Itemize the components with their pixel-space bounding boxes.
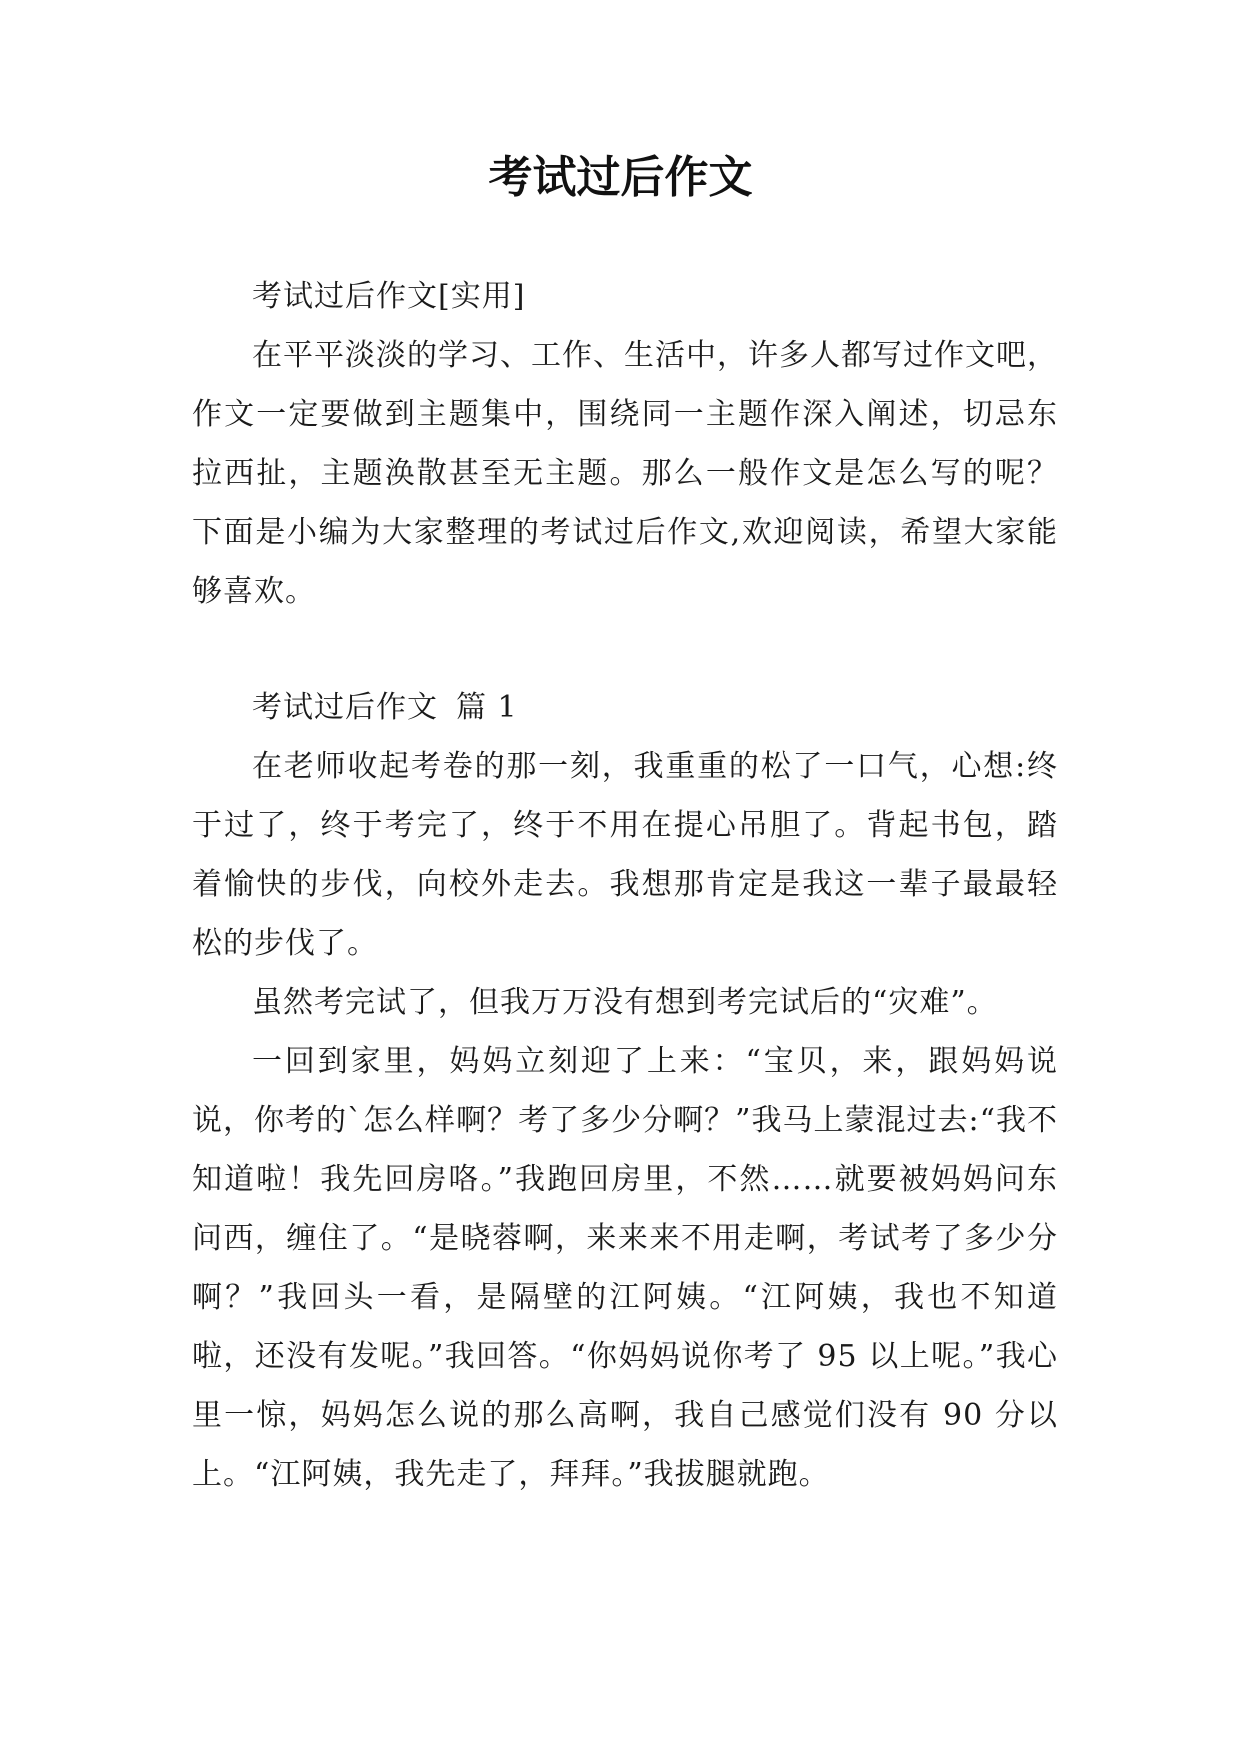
essay-1-paragraph-2: 虽然考完试了，但我万万没有想到考完试后的“灾难”。 [252, 985, 998, 1020]
essay-1-section [192, 678, 1058, 1504]
document-title: 考试过后作文 [488, 152, 753, 203]
intro-paragraph: 在平平淡淡的学习、工作、生活中，许多人都写过作文吧，作文一定要做到主题集中，围绕同一主题作深入阐述，切忌东拉西扯，主题涣散甚至无主题。那么一般作文是怎么写的呢？下面是小编为大家整理的考试过后作文,欢迎阅读，希望大家能够喜欢。 [192, 338, 1058, 609]
essay-1-heading-number: 篇 1 [456, 690, 518, 725]
essay-1-heading-title: 考试过后作文 [252, 690, 438, 725]
intro-section [192, 267, 1058, 621]
intro-subtitle: 考试过后作文[实用] [252, 279, 526, 314]
essay-1-paragraph-3: 一回到家里，妈妈立刻迎了上来：“宝贝，来，跟妈妈说说，你考的`怎么样啊？考了多少分啊？”我马上蒙混过去:“我不知道啦！我先回房咯。”我跑回房里，不然……就要被妈妈问东问西，缠住了。“是晓蓉啊，来来来不用走啊，考试考了多少分啊？”我回头一看，是隔壁的江阿姨。“江阿姨，我也不知道啦，还没有发呢。”我回答。“你妈妈说你考了 95 以上呢。”我心里一惊，妈妈怎么说的那么高啊，我自己感觉们没有 90 分以上。“江阿姨，我先走了，拜拜。”我拔腿就跑。 [192, 1044, 1058, 1492]
essay-1-heading [192, 678, 1058, 737]
essay-1-paragraph-1: 在老师收起考卷的那一刻，我重重的松了一口气，心想:终于过了，终于考完了，终于不用在提心吊胆了。背起书包，踏着愉快的步伐，向校外走去。我想那肯定是我这一辈子最最轻松的步伐了。 [192, 749, 1058, 961]
